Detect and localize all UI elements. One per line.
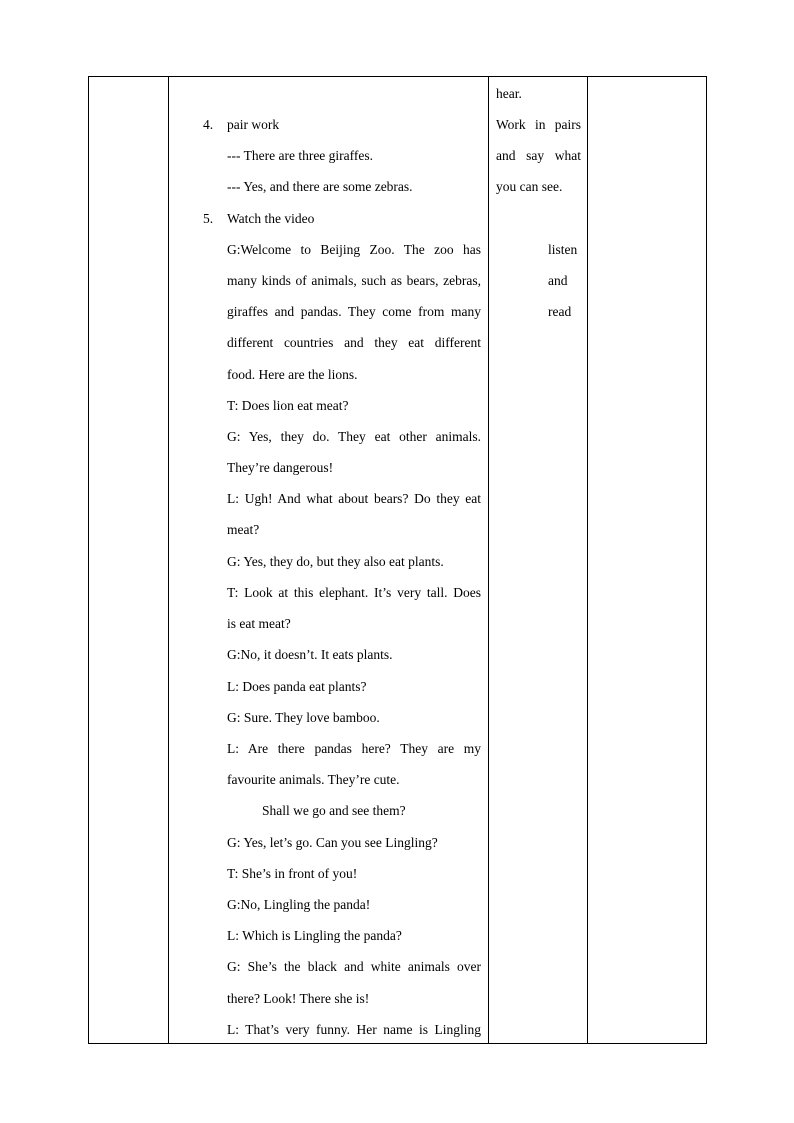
dialogue-line: meat? [227, 522, 260, 537]
dialogue-line: L: Does panda eat plants? [227, 679, 367, 694]
lesson-plan-table [88, 76, 707, 1044]
dialogue-line: T: She’s in front of you! [227, 866, 358, 881]
dialogue-line: L: Are there pandas here? They are my [227, 741, 481, 756]
dialogue-line: there? Look! There she is! [227, 991, 370, 1006]
listen-read-line: and [548, 273, 568, 288]
dialogue-line: L: Ugh! And what about bears? Do they eat [227, 491, 481, 506]
step-title: pair work [227, 117, 280, 132]
dialogue-line: G: She’s the black and white animals over [227, 959, 481, 974]
step-watch-video [203, 203, 314, 234]
dialogue-line: L: Which is Lingling the panda? [227, 928, 402, 943]
dialogue-line: T: Does lion eat meat? [227, 398, 349, 413]
pair-work-line: --- Yes, and there are some zebras. [227, 179, 413, 194]
dialogue-line: G: Yes, they do, but they also eat plants. [227, 554, 444, 569]
student-line: and say what [496, 148, 581, 163]
dialogue-line: is eat meat? [227, 616, 291, 631]
stage-column [89, 77, 169, 1043]
dialogue-line: G:No, Lingling the panda! [227, 897, 371, 912]
student-line: you can see. [496, 179, 563, 194]
dialogue-line: giraffes and pandas. They come from many [227, 304, 481, 319]
dialogue-line: G: Yes, they do. They eat other animals. [227, 429, 481, 444]
step-title: Watch the video [227, 211, 315, 226]
dialogue-line: food. Here are the lions. [227, 367, 358, 382]
dialogue-line: G: Sure. They love bamboo. [227, 710, 380, 725]
listen-read-line: read [548, 304, 572, 319]
dialogue-line: L: That’s very funny. Her name is Lingling [227, 1022, 481, 1037]
student-activity-column [489, 77, 588, 1043]
dialogue-line: favourite animals. They’re cute. [227, 772, 400, 787]
dialogue-line: T: Look at this elephant. It’s very tall. Does [227, 585, 481, 600]
student-line: Work in pairs [496, 117, 581, 132]
step-pair-work [203, 109, 279, 140]
student-line: hear. [496, 86, 522, 101]
dialogue-line: G: Yes, let’s go. Can you see Lingling? [227, 835, 438, 850]
step-number: 5. [203, 211, 214, 226]
teacher-activity-column [169, 77, 489, 1043]
notes-column [588, 77, 706, 1043]
pair-work-line: --- There are three giraffes. [227, 148, 374, 163]
dialogue-line: G:No, it doesn’t. It eats plants. [227, 647, 393, 662]
dialogue-line: many kinds of animals, such as bears, zebras, [227, 273, 481, 288]
dialogue-line: different countries and they eat different [227, 335, 481, 350]
dialogue-line: They’re dangerous! [227, 460, 334, 475]
dialogue-line: Shall we go and see them? [262, 803, 406, 818]
listen-read-line: listen [548, 242, 578, 257]
dialogue-line: G:Welcome to Beijing Zoo. The zoo has [227, 242, 481, 257]
step-number: 4. [203, 117, 214, 132]
